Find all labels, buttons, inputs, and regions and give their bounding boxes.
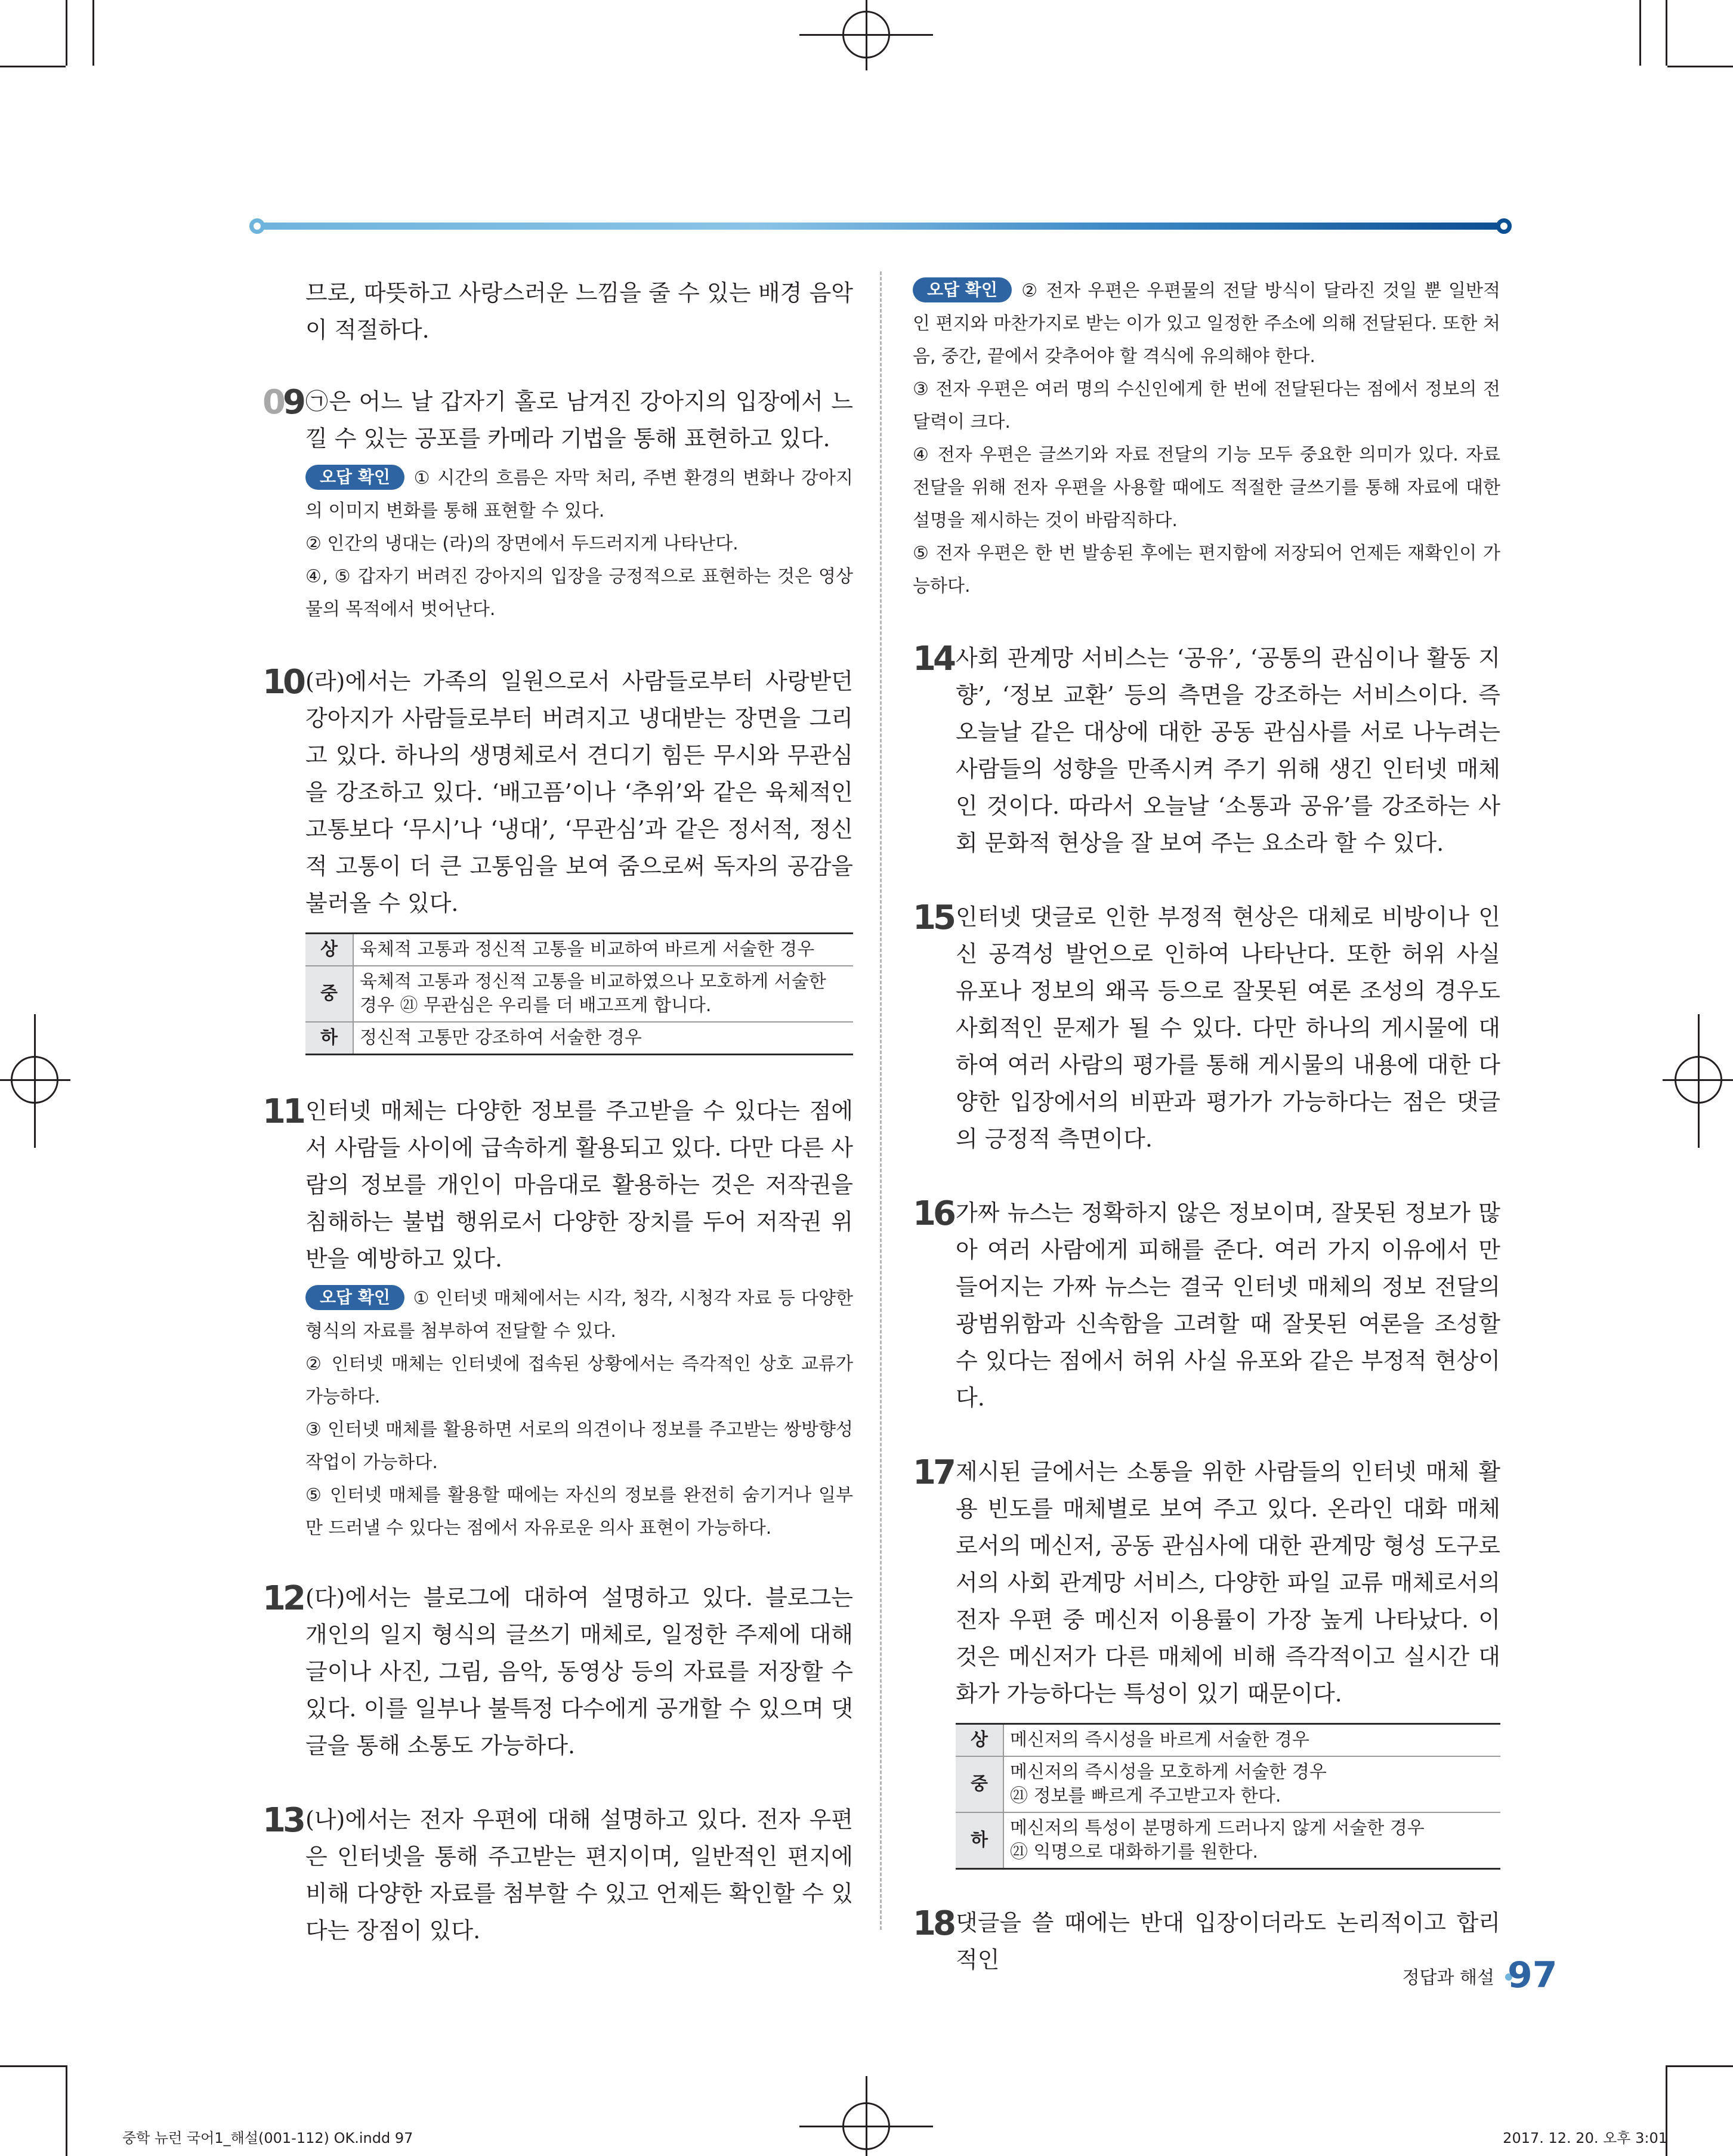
answer-text: 가짜 뉴스는 정확하지 않은 정보이며, 잘못된 정보가 많아 여러 사람에게 피해를 준다. 여러 가지 이유에서 만들어지는 가짜 뉴스는 결국 인터넷 매체의 정보 전달의 광범위함과 신속함을 고려할 때 잘못된 여론을 조성할 수 있다는 점에서 허위 사실 유포와 같은 부정적 현상이다.: [956, 1200, 1500, 1411]
question-12: [262, 1579, 853, 1764]
answer-text: 사회 관계망 서비스는 ‘공유’, ‘공통의 관심이나 활동 지향’, ‘정보 교환’ 등의 측면을 강조하는 서비스이다. 즉 오늘날 같은 대상에 대한 공동 관심사를 서로 나누려는 사람들의 성향을 만족시켜 주기 위해 생긴 인터넷 매체인 것이다. 따라서 오늘날 ‘소통과 공유’를 강조하는 사회 문화적 현상을 잘 보여 주는 요소라 할 수 있다.: [956, 645, 1500, 856]
table-row: [305, 966, 853, 1022]
question-09: [262, 383, 853, 626]
table-row: [956, 1724, 1500, 1757]
grade-cell: 상: [305, 934, 353, 966]
crop-mark: [0, 66, 66, 67]
right-column: [913, 274, 1500, 1978]
answer-text: 댓글을 쓸 때에는 반대 입장이더라도 논리적이고 합리적인: [956, 1910, 1500, 1973]
registration-mark: [866, 2076, 867, 2156]
crop-mark: [1667, 66, 1733, 67]
wrong-answer-line: ⑤ 인터넷 매체를 활용할 때에는 자신의 정보를 완전히 숨기거나 일부만 드러낼 수 있다는 점에서 자유로운 의사 표현이 가능하다.: [305, 1485, 853, 1539]
crop-mark: [92, 0, 94, 66]
print-slug: 중학 뉴런 국어1_해설(001-112) OK.indd 97: [122, 2130, 413, 2146]
answer-text: 제시된 글에서는 소통을 위한 사람들의 인터넷 매체 활용 빈도를 매체별로 보여 주고 있다. 온라인 대화 매체로서의 메신저, 공동 관심사에 대한 관계망 형성 도구로서의 사회 관계망 서비스, 다양한 파일 교류 매체로서의 전자 우편 중 메신저 이용률이 가장 높게 나타났다. 이것은 메신저가 다른 매체에 비해 즉각적이고 실시간 대화가 가능하다는 특성이 있기 때문이다.: [956, 1459, 1500, 1707]
wrong-answer-badge: 오답 확인: [305, 465, 404, 490]
wrong-answer-line: ④ 전자 우편은 글쓰기와 자료 전달의 기능 모두 중요한 의미가 있다. 자료 전달을 위해 전자 우편을 사용할 때에도 적절한 글쓰기를 통해 자료에 대한 설명을 제시하는 것이 바람직하다.: [913, 444, 1500, 531]
question-number: 12: [262, 1579, 303, 1618]
crop-mark: [66, 0, 67, 66]
question-10: [262, 663, 853, 1055]
wrong-answer-box: [913, 274, 1500, 603]
wrong-answer-line: ① 인터넷 매체에서는 시각, 청각, 시청각 자료 등 다양한 형식의 자료를 첨부하여 전달할 수 있다.: [305, 1288, 853, 1342]
question-number: 14: [913, 640, 953, 678]
intro-continuation: [262, 274, 853, 348]
footer-label: 정답과 해설: [1402, 1967, 1494, 1988]
answer-text: ㉠은 어느 날 갑자기 홀로 남겨진 강아지의 입장에서 느낄 수 있는 공포를 카메라 기법을 통해 표현하고 있다.: [305, 388, 853, 452]
print-timestamp: 2017. 12. 20. 오후 3:01: [1503, 2130, 1667, 2146]
question-13: [262, 1801, 853, 1949]
question-14: [913, 640, 1500, 861]
header-dot-left: [249, 218, 265, 234]
criteria-cell: 메신저의 즉시성을 모호하게 서술한 경우 ㉑ 정보를 빠르게 주고받고자 한다.: [1003, 1756, 1500, 1812]
question-number: 13: [262, 1801, 303, 1840]
question-number: 15: [913, 898, 953, 937]
header-bar: [249, 218, 1512, 234]
question-11: [262, 1092, 853, 1545]
question-number: 11: [262, 1092, 303, 1131]
registration-mark: [866, 0, 867, 70]
answer-text: (다)에서는 블로그에 대하여 설명하고 있다. 블로그는 개인의 일지 형식의 글쓰기 매체로, 일정한 주제에 대해 글이나 사진, 그림, 음악, 동영상 등의 자료를 저장할 수 있다. 이를 일부나 불특정 다수에게 공개할 수 있으며 댓글을 통해 소통도 가능하다.: [305, 1584, 853, 1759]
registration-mark: [34, 1014, 36, 1148]
wrong-answer-line: ① 시간의 흐름은 자막 처리, 주변 환경의 변화나 강아지의 이미지 변화를 통해 표현할 수 있다.: [305, 468, 853, 521]
question-16: [913, 1194, 1500, 1416]
crop-mark: [0, 2065, 66, 2067]
wrong-answer-line: ② 전자 우편은 우편물의 전달 방식이 달라진 것일 뿐 일반적인 편지와 마찬가지로 받는 이가 있고 일정한 주소에 의해 전달된다. 또한 처음, 중간, 끝에서 갖추어야 할 격식에 유의해야 한다.: [913, 280, 1500, 367]
wrong-answer-box: [305, 462, 853, 626]
registration-mark: [1698, 1014, 1700, 1148]
answer-text: (나)에서는 전자 우편에 대해 설명하고 있다. 전자 우편은 인터넷을 통해 주고받는 편지이며, 일반적인 편지에 비해 다양한 자료를 첨부할 수 있고 언제든 확인할 수 있다는 장점이 있다.: [305, 1806, 853, 1944]
answer-text: 인터넷 댓글로 인한 부정적 현상은 대체로 비방이나 인신 공격성 발언으로 인하여 나타난다. 또한 허위 사실 유포나 정보의 왜곡 등으로 잘못된 여론 조성의 경우도 사회적인 문제가 될 수 있다. 다만 하나의 게시물에 대하여 여러 사람의 평가를 통해 게시물의 내용에 대한 다양한 입장에서의 비판과 평가가 가능하다는 점은 댓글의 긍정적 측면이다.: [956, 904, 1500, 1152]
intro-text: 므로, 따뜻하고 사랑스러운 느낌을 줄 수 있는 배경 음악이 적절하다.: [305, 280, 853, 343]
table-row: [956, 1812, 1500, 1869]
header-dot-right: [1496, 218, 1512, 234]
wrong-answer-line: ② 인터넷 매체는 인터넷에 접속된 상황에서는 즉각적인 상호 교류가 가능하다.: [305, 1354, 853, 1407]
wrong-answer-line: ③ 전자 우편은 여러 명의 수신인에게 한 번에 전달된다는 점에서 정보의 전달력이 크다.: [913, 379, 1500, 433]
answer-text: 인터넷 매체는 다양한 정보를 주고받을 수 있다는 점에서 사람들 사이에 급속하게 활용되고 있다. 다만 다른 사람의 정보를 개인이 마음대로 활용하는 것은 저작권을 침해하는 불법 행위로서 다양한 장치를 두어 저작권 위반을 예방하고 있다.: [305, 1098, 853, 1272]
scoring-table: [305, 932, 853, 1055]
question-17: [913, 1453, 1500, 1870]
crop-mark: [1666, 0, 1667, 66]
crop-mark: [1639, 0, 1641, 66]
table-row: [305, 934, 853, 966]
wrong-answer-line: ⑤ 전자 우편은 한 번 발송된 후에는 편지함에 저장되어 언제든 재확인이 가능하다.: [913, 543, 1500, 597]
crop-mark: [66, 2065, 67, 2156]
grade-cell: 중: [956, 1756, 1003, 1812]
question-number: 10: [262, 663, 303, 702]
wrong-answer-line: ④, ⑤ 갑자기 버려진 강아지의 입장을 긍정적으로 표현하는 것은 영상물의 목적에서 벗어난다.: [305, 566, 853, 620]
criteria-cell: 메신저의 특성이 분명하게 드러나지 않게 서술한 경우 ㉑ 익명으로 대화하기를 원한다.: [1003, 1812, 1500, 1869]
wrong-answer-box: [305, 1282, 853, 1545]
left-column: [262, 274, 853, 1949]
criteria-cell: 육체적 고통과 정신적 고통을 비교하였으나 모호하게 서술한 경우 ㉑ 무관심은 우리를 더 배고프게 합니다.: [353, 966, 853, 1022]
question-number: 17: [913, 1453, 953, 1492]
grade-cell: 하: [956, 1812, 1003, 1869]
crop-mark: [1667, 2065, 1733, 2067]
criteria-cell: 정신적 고통만 강조하여 서술한 경우: [353, 1022, 853, 1055]
scoring-table: [956, 1723, 1500, 1870]
question-15: [913, 898, 1500, 1157]
question-number: 18: [913, 1904, 953, 1943]
wrong-answer-line: ② 인간의 냉대는 (라)의 장면에서 두드러지게 나타난다.: [305, 533, 739, 554]
page-number: 97: [1508, 1954, 1558, 1996]
wrong-answer-badge: 오답 확인: [913, 277, 1012, 302]
question-number: 09: [262, 383, 303, 422]
wrong-answer-badge: 오답 확인: [305, 1285, 404, 1310]
question-number: 16: [913, 1194, 953, 1233]
column-divider: [880, 271, 882, 1930]
table-row: [305, 1022, 853, 1055]
criteria-cell: 육체적 고통과 정신적 고통을 비교하여 바르게 서술한 경우: [353, 934, 853, 966]
table-row: [956, 1756, 1500, 1812]
header-line: [261, 223, 1500, 230]
answer-text: (라)에서는 가족의 일원으로서 사람들로부터 사랑받던 강아지가 사람들로부터 버려지고 냉대받는 장면을 그리고 있다. 하나의 생명체로서 견디기 힘든 무시와 무관심을 강조하고 있다. ‘배고픔’이나 ‘추위’와 같은 육체적인 고통보다 ‘무시’나 ‘냉대’, ‘무관심’과 같은 정서적, 정신적 고통이 더 큰 고통임을 보여 줌으로써 독자의 공감을 불러올 수 있다.: [305, 668, 853, 916]
criteria-cell: 메신저의 즉시성을 바르게 서술한 경우: [1003, 1724, 1500, 1757]
grade-cell: 하: [305, 1022, 353, 1055]
grade-cell: 중: [305, 966, 353, 1022]
wrong-answer-line: ③ 인터넷 매체를 활용하면 서로의 의견이나 정보를 주고받는 쌍방향성 작업이 가능하다.: [305, 1419, 853, 1473]
grade-cell: 상: [956, 1724, 1003, 1757]
